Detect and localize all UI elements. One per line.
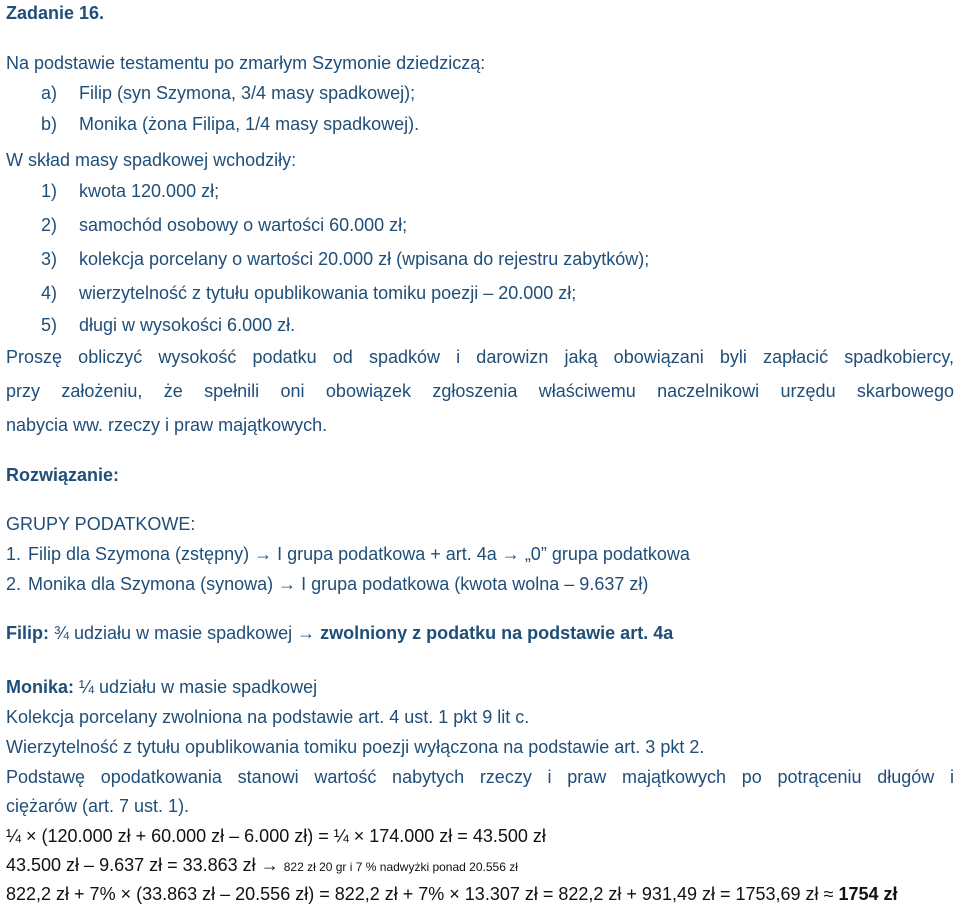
estate-marker: 1)	[41, 181, 58, 201]
calc-line-2	[6, 854, 518, 878]
monika-line	[6, 676, 317, 698]
tax-base-line-1: Podstawę opodatkowania stanowi wartość nabytych rzeczy i praw majątkowych po potrąceniu długów i	[6, 767, 954, 787]
estate-text: długi w wysokości 6.000 zł.	[79, 315, 296, 335]
estate-text: kwota 120.000 zł;	[79, 181, 220, 201]
group-item-1	[6, 543, 690, 565]
calc2-main: 43.500 zł – 9.637 zł = 33.863 zł	[6, 855, 256, 875]
group-marker: 1.	[6, 544, 22, 564]
filip-label: Filip:	[6, 623, 49, 643]
group-marker: 2.	[6, 574, 22, 594]
estate-item-5	[6, 314, 295, 336]
group-item-2	[6, 573, 648, 595]
monika-exemption-line: Kolekcja porcelany zwolniona na podstawie art. 4 ust. 1 pkt 9 lit c.	[6, 707, 530, 727]
heir-text: Monika (żona Filipa, 1/4 masy spadkowej).	[79, 114, 420, 134]
heir-text: Filip (syn Szymona, 3/4 masy spadkowej);	[79, 83, 416, 103]
groups-heading: GRUPY PODATKOWE:	[6, 514, 196, 534]
calc3-main: 822,2 zł + 7% × (33.863 zł – 20.556 zł) = 822,2 zł + 7% × 13.307 zł = 822,2 zł + 931,49 zł = 1753,69 zł ≈	[6, 884, 834, 904]
filip-result: zwolniony z podatku na podstawie art. 4a	[320, 623, 674, 643]
arrow-right-icon: →	[254, 544, 273, 564]
question-line-2: przy założeniu, że spełnili oni obowiązek zgłoszenia właściwemu naczelnikowi urzędu skarbowego	[6, 381, 954, 401]
estate-marker: 5)	[41, 315, 58, 335]
calc2-note: 822 zł 20 gr i 7 % nadwyżki ponad 20.556 zł	[283, 860, 518, 874]
heir-item-a	[6, 82, 415, 104]
estate-item-4	[6, 282, 576, 304]
filip-line	[6, 622, 673, 644]
arrow-right-icon: →	[260, 855, 279, 875]
estate-marker: 4)	[41, 283, 58, 303]
group-zero-group: „0” grupa podatkowa	[524, 544, 690, 564]
question-line-1: Proszę obliczyć wysokość podatku od spadków i darowizn jaką obowiązani byli zapłacić spadkobiercy,	[6, 347, 954, 367]
arrow-right-icon: →	[297, 623, 316, 643]
arrow-right-icon: →	[278, 574, 297, 594]
estate-intro: W skład masy spadkowej wchodziły:	[6, 150, 297, 170]
monika-share: ¼ udziału w masie spadkowej	[79, 677, 318, 697]
heir-marker: a)	[41, 83, 58, 103]
estate-item-1	[6, 180, 219, 202]
estate-item-2	[6, 214, 407, 236]
estate-marker: 2)	[41, 215, 58, 235]
group-tax-group: I grupa podatkowa (kwota wolna – 9.637 zł)	[301, 574, 649, 594]
estate-text: wierzytelność z tytułu opublikowania tomiku poezji – 20.000 zł;	[79, 283, 577, 303]
group-person: Monika dla Szymona (synowa)	[28, 574, 274, 594]
estate-text: samochód osobowy o wartości 60.000 zł;	[79, 215, 408, 235]
monika-label: Monika:	[6, 677, 75, 697]
question-line-3: nabycia ww. rzeczy i praw majątkowych.	[6, 415, 328, 435]
solution-heading: Rozwiązanie:	[6, 465, 120, 485]
filip-share: ¾ udziału w masie spadkowej	[54, 623, 293, 643]
estate-marker: 3)	[41, 249, 58, 269]
heir-marker: b)	[41, 114, 58, 134]
task-intro: Na podstawie testamentu po zmarłym Szymonie dziedziczą:	[6, 53, 486, 73]
tax-base-line-2: ciężarów (art. 7 ust. 1).	[6, 796, 190, 816]
group-tax-group: I grupa podatkowa + art. 4a	[277, 544, 497, 564]
calc-line-3	[6, 883, 898, 905]
final-tax-result: 1754 zł	[838, 884, 898, 904]
calc-line-1: ¼ × (120.000 zł + 60.000 zł – 6.000 zł) = ¼ × 174.000 zł = 43.500 zł	[6, 826, 546, 846]
arrow-right-icon: →	[501, 544, 520, 564]
monika-exclusion-line: Wierzytelność z tytułu opublikowania tomiku poezji wyłączona na podstawie art. 3 pkt 2.	[6, 737, 705, 757]
group-person: Filip dla Szymona (zstępny)	[28, 544, 250, 564]
page-title: Zadanie 16.	[6, 3, 105, 23]
estate-text: kolekcja porcelany o wartości 20.000 zł (wpisana do rejestru zabytków);	[79, 249, 650, 269]
heir-item-b	[6, 113, 419, 135]
estate-item-3	[6, 248, 649, 270]
